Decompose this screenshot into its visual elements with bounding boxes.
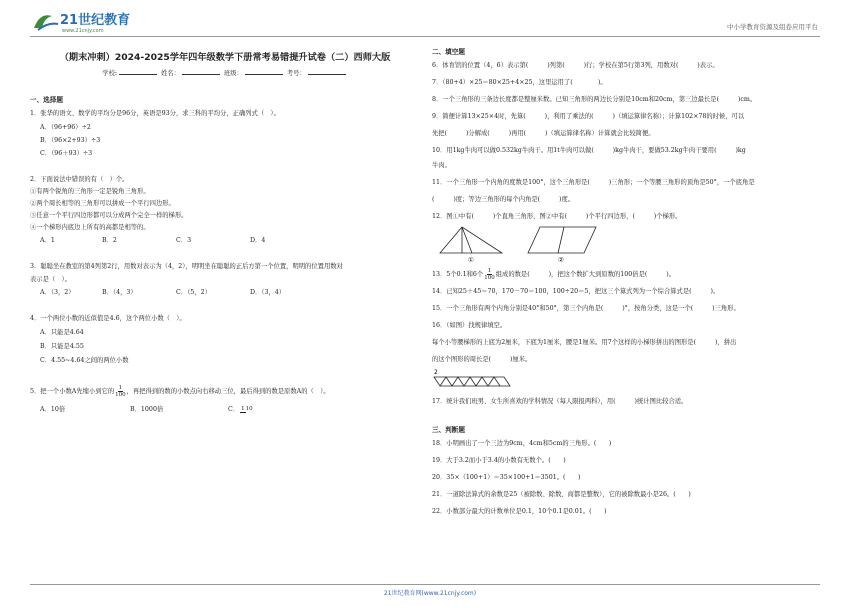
question-4: 4．一个两位小数的近似值是4.6，这个两位小数（ ）。: [30, 315, 186, 322]
q1-option-b[interactable]: B．（96×2+93）÷3: [40, 137, 101, 144]
question-21: 21．一道除法算式的余数是25（被除数、除数、商都是整数），它的被除数最小是26。( ): [432, 491, 691, 498]
q3-option-b[interactable]: B．（4，3）: [102, 289, 137, 296]
question-2: 2．下面说法中错误的有（ ）个。: [30, 176, 129, 183]
q5-option-c[interactable]: C． 110: [228, 406, 253, 413]
school-blank[interactable]: [119, 68, 157, 75]
id-blank[interactable]: [308, 68, 346, 75]
q2-statement-1: ①有两个锐角的三角形一定是锐角三角形。: [30, 188, 150, 195]
question-18: 18．小明画出了一个三边为9cm，4cm和5cm的三角形。( ): [432, 440, 612, 447]
question-12: 12．图①中有( )个直角三角形，图②中有( )个平行四边形，( )个梯形。: [432, 213, 682, 220]
q5-options: [30, 406, 420, 414]
question-16-line-2: 每个小等腰梯形的上底为2厘米，下底为1厘米，腰是1厘米。用7个这样的小梯形拼出的图形是( )，拼出: [432, 339, 737, 346]
q4-option-a[interactable]: A．只能是4.64: [40, 329, 84, 336]
figure-1-triangle: [438, 225, 506, 263]
q3-option-a[interactable]: A．（3，2）: [40, 289, 75, 296]
paper-title: （期末冲刺）2024-2025学年四年级数学下册常考易错提升试卷（二）西师大版: [59, 52, 391, 63]
q2-options: [30, 237, 420, 245]
name-blank[interactable]: [182, 68, 220, 75]
question-14: 14．已知25＋45＝70，170－70＝100，100÷20＝5，把这三个算式列为一个综合算式是( )。: [432, 288, 720, 295]
question-10-line-1: 10．用1kg牛肉可以做0.532kg牛肉干。用1t牛肉可以做( )kg牛肉干，要做53.2kg牛肉干要用( )kg: [432, 147, 746, 154]
question-17: 17．统计我们班男、女生所喜欢的学科情况（每人限报两科），用( )统计图比较合适。: [432, 398, 688, 405]
site-logo: [30, 8, 150, 34]
q12-figures: [432, 225, 832, 263]
svg-text:21世纪教育: 21世纪教育: [60, 13, 131, 28]
question-16-line-3: 的这个图形的周长是( )厘米。: [432, 356, 532, 363]
fraction-1-100-q13: $\frac{1}{100}$: [484, 268, 495, 281]
q4-option-b[interactable]: B．只能是4.55: [40, 343, 84, 350]
q2-option-b[interactable]: B．2: [102, 237, 117, 244]
footer-link[interactable]: 21世纪教育网(www.21cnjy.com): [383, 590, 477, 597]
svg-text:①: ①: [468, 256, 474, 263]
question-19: 19．大于3.2而小于3.4的小数有无数个。( ): [432, 457, 566, 464]
q3-option-c[interactable]: C．（5，2）: [176, 289, 211, 296]
svg-text:2: 2: [434, 369, 438, 376]
class-blank[interactable]: [245, 68, 283, 75]
platform-name: 中小学教育资源及组卷应用平台: [727, 23, 818, 31]
q2-statement-2: ②两个周长相等的三角形可以拼成一个平行四边形。: [30, 200, 175, 207]
question-15: 15．一个三角形有两个内角分别是40°和50°，第三个内角是( )°，按角分类，这是一个( )三角形。: [432, 305, 740, 312]
header-divider: [30, 36, 820, 37]
question-3-line-1: 3．聪聪坐在教室的第4列第2行，用数对表示为（4，2），明明坐在聪聪的正后方第一个位置，明明的位置用数对: [30, 263, 343, 270]
q4-option-c[interactable]: C．4.55~4.64之间的两位小数: [40, 357, 129, 364]
q2-option-a[interactable]: A．1: [40, 237, 55, 244]
question-6: 6．体育馆的位置（4，6）表示第( )列第( )行；学校在第5行第3列，用数对( )表示。: [432, 62, 719, 69]
q5-option-a[interactable]: A．10倍: [40, 406, 66, 413]
footer-divider: [30, 584, 820, 585]
question-8: 8．一个三角形的三条边长度都是整厘米数。已知三角形的两边长分别是10cm和20cm，第三边最长是( )cm。: [432, 96, 757, 103]
right-column: [432, 48, 832, 516]
question-9-line-2: 先把( )分解成( )再用( )（填运算律名称）计算就会比较简便。: [432, 130, 655, 137]
fraction-1-100: $\frac{1}{100}$: [115, 385, 126, 398]
figure-2-parallelogram: [526, 225, 598, 263]
q1-option-c[interactable]: C．（96＋93）÷3: [40, 150, 93, 157]
question-20: 20．35×（100+1）＝35×100+1＝3501。( ): [432, 474, 581, 481]
question-11-line-1: 11．一个三角形一个内角的度数是100°，这个三角形是( )三角形；一个等腰三角形的顶角是50°，一个底角是: [432, 179, 755, 186]
question-1: 1．张华的语文、数学的平均分是96分，英语是93分，求三科的平均分，正确列式（ ）。: [30, 110, 280, 117]
question-3-line-2: 表示是（ ）。: [30, 276, 71, 283]
q2-statement-3: ③任意一个平行四边形都可以分成两个完全一样的梯形。: [30, 212, 188, 219]
section-judge: 三、判断题: [432, 426, 465, 434]
question-7: 7．（80+4）×25＝80×25+4×25，这里运用了( )。: [432, 79, 607, 86]
q1-option-a[interactable]: A．（96+96）÷2: [40, 124, 91, 131]
question-10-line-2: 牛肉。: [432, 162, 451, 169]
question-11-line-2: ( )度；等边三角形的每个内角是( )度。: [432, 196, 575, 203]
page-header: [0, 0, 860, 40]
svg-text:www.21cnjy.com: www.21cnjy.com: [62, 28, 104, 34]
question-16: 16．（如图）找规律填空。: [432, 322, 507, 329]
question-13: 13．5个0.1和6个 $\frac{1}{100}$ 组成的数是( )，把这个数扩大到原数的100倍是( )。: [432, 268, 676, 281]
svg-text:②: ②: [558, 256, 564, 263]
fraction-1-10: 110: [241, 406, 253, 412]
q3-option-d[interactable]: D．（3，4）: [250, 289, 286, 296]
q2-option-d[interactable]: D．4: [250, 237, 266, 244]
q2-statement-4: ④一个梯形内底边上所有的高都是相等的。: [30, 224, 150, 231]
figure-trapezoid-strip: [432, 367, 512, 389]
q5-option-b[interactable]: B．1000倍: [130, 406, 164, 413]
question-9-line-1: 9．简便计算13×25×4时，先算( )，利用了乘法的( )（填运算律名称）；计算102×78的时候，可以: [432, 113, 745, 120]
section-fill: 二、填空题: [432, 48, 465, 56]
q3-options: [30, 289, 420, 297]
question-22: 22．小数部分最大的计数单位是0.1，10个0.1是0.01。( ): [432, 508, 607, 515]
q2-option-c[interactable]: C．3: [176, 237, 192, 244]
section-choice: 一、选择题: [30, 96, 63, 104]
question-5: 5．把一个小数A先缩小到它的 $\frac{1}{100}$ ，再把得到的数的小数点向右移动三位，最后得到的数是原数A的（ ）。: [30, 385, 330, 398]
left-column: [30, 48, 420, 414]
student-info-line: 学校: 姓名： 班级： 考号：: [30, 68, 420, 78]
